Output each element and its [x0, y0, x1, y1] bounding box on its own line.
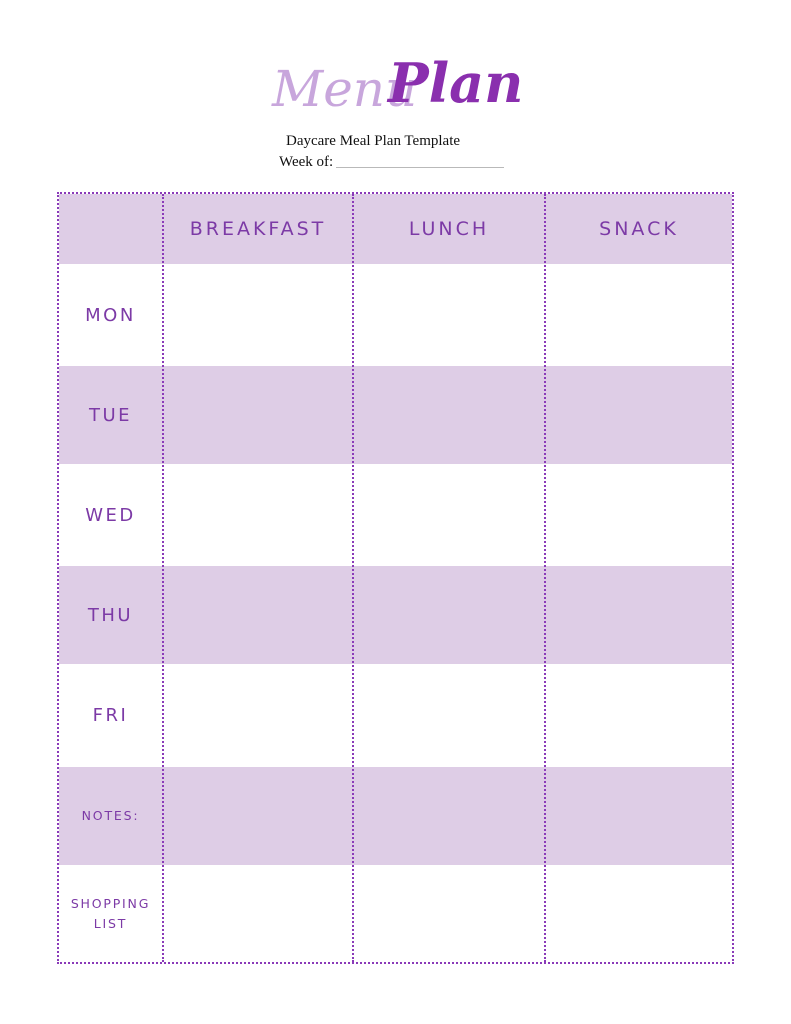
row-wed: WED	[85, 504, 136, 526]
week-of-label: Week of:	[279, 154, 334, 170]
column-snack: SNACK	[599, 218, 679, 240]
subtitle: Daycare Meal Plan Template	[286, 133, 461, 149]
meal-plan-table	[57, 192, 734, 964]
week-of-underline[interactable]	[336, 167, 504, 168]
shopping-list-line2: LIST	[93, 915, 128, 931]
column-lunch: LUNCH	[408, 218, 490, 240]
menu-plan-title	[270, 44, 524, 130]
title-script	[270, 44, 524, 130]
divider-1	[162, 194, 164, 962]
row-tue: TUE	[88, 404, 133, 426]
row-thu: THU	[87, 604, 134, 626]
row-fri: FRI	[92, 705, 129, 726]
shopping-list-line1: SHOPPING	[70, 895, 151, 911]
title-menu: Menu	[272, 60, 418, 118]
row-notes: NOTES:	[81, 808, 140, 823]
title-plan: Plan	[388, 51, 524, 115]
week-of-field[interactable]	[279, 154, 504, 171]
row-shopping-list	[59, 865, 162, 962]
divider-3	[544, 194, 546, 962]
column-breakfast: BREAKFAST	[189, 218, 327, 240]
divider-2	[352, 194, 354, 962]
row-mon: MON	[85, 304, 136, 326]
